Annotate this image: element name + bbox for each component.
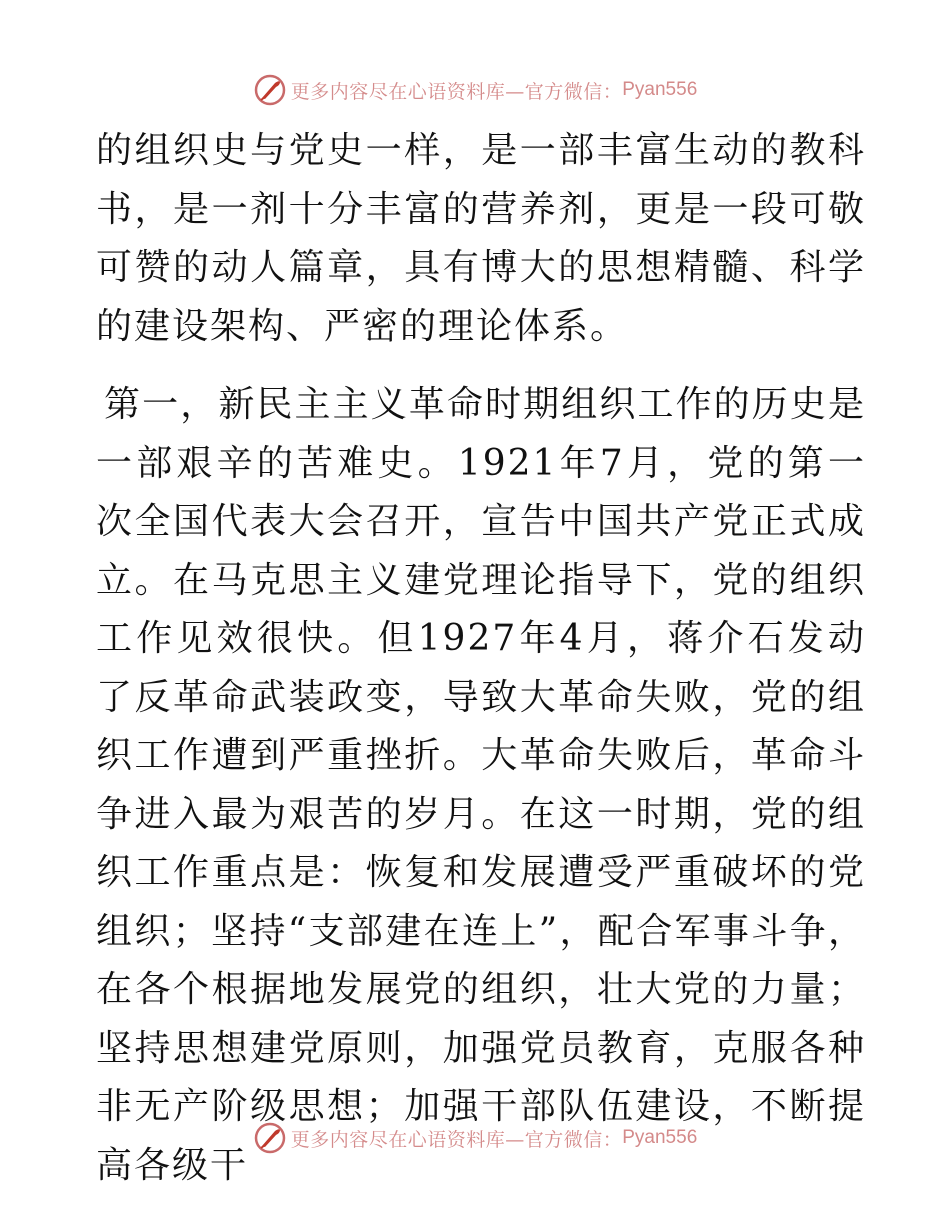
quill-logo-icon — [253, 1121, 287, 1155]
header-watermark-banner — [0, 70, 950, 110]
header-wechat-id: Pyan556 — [622, 79, 698, 100]
quill-logo-icon — [253, 73, 287, 107]
paragraph-1: 的组织史与党史一样，是一部丰富生动的教科书，是一剂十分丰富的营养剂，更是一段可敬可赞的动人篇章，具有博大的思想精髓、科学的建设架构、严密的理论体系。 — [96, 130, 866, 347]
header-banner-text: 更多内容尽在心语资料库—官方微信： — [290, 80, 623, 103]
footer-banner-text: 更多内容尽在心语资料库—官方微信： — [290, 1128, 623, 1151]
paragraph-2: 第一，新民主主义革命时期组织工作的历史是一部艰辛的苦难史。1921年7月，党的第一次全国代表大会召开，宣告中国共产党正式成立。在马克思主义建党理论指导下，党的组织工作见效很快。但1927年4月，蒋介石发动了反革命武装政变，导致大革命失败，党的组织工作遭到严重挫折。大革命失败后，革命斗争进入最为艰苦的岁月。在这一时期，党的组织工作重点是：恢复和发展遭受严重破坏的党组织；坚持“支部建在连上”，配合军事斗争，在各个根据地发展党的组织，壮大党的力量；坚持思想建党原则，加强党员教育，克服各种非无产阶级思想；加强干部队伍建设，不断提高各级干 — [96, 384, 866, 1186]
footer-wechat-id: Pyan556 — [622, 1127, 698, 1148]
footer-watermark-banner — [0, 1118, 950, 1158]
document-body — [96, 122, 866, 1195]
